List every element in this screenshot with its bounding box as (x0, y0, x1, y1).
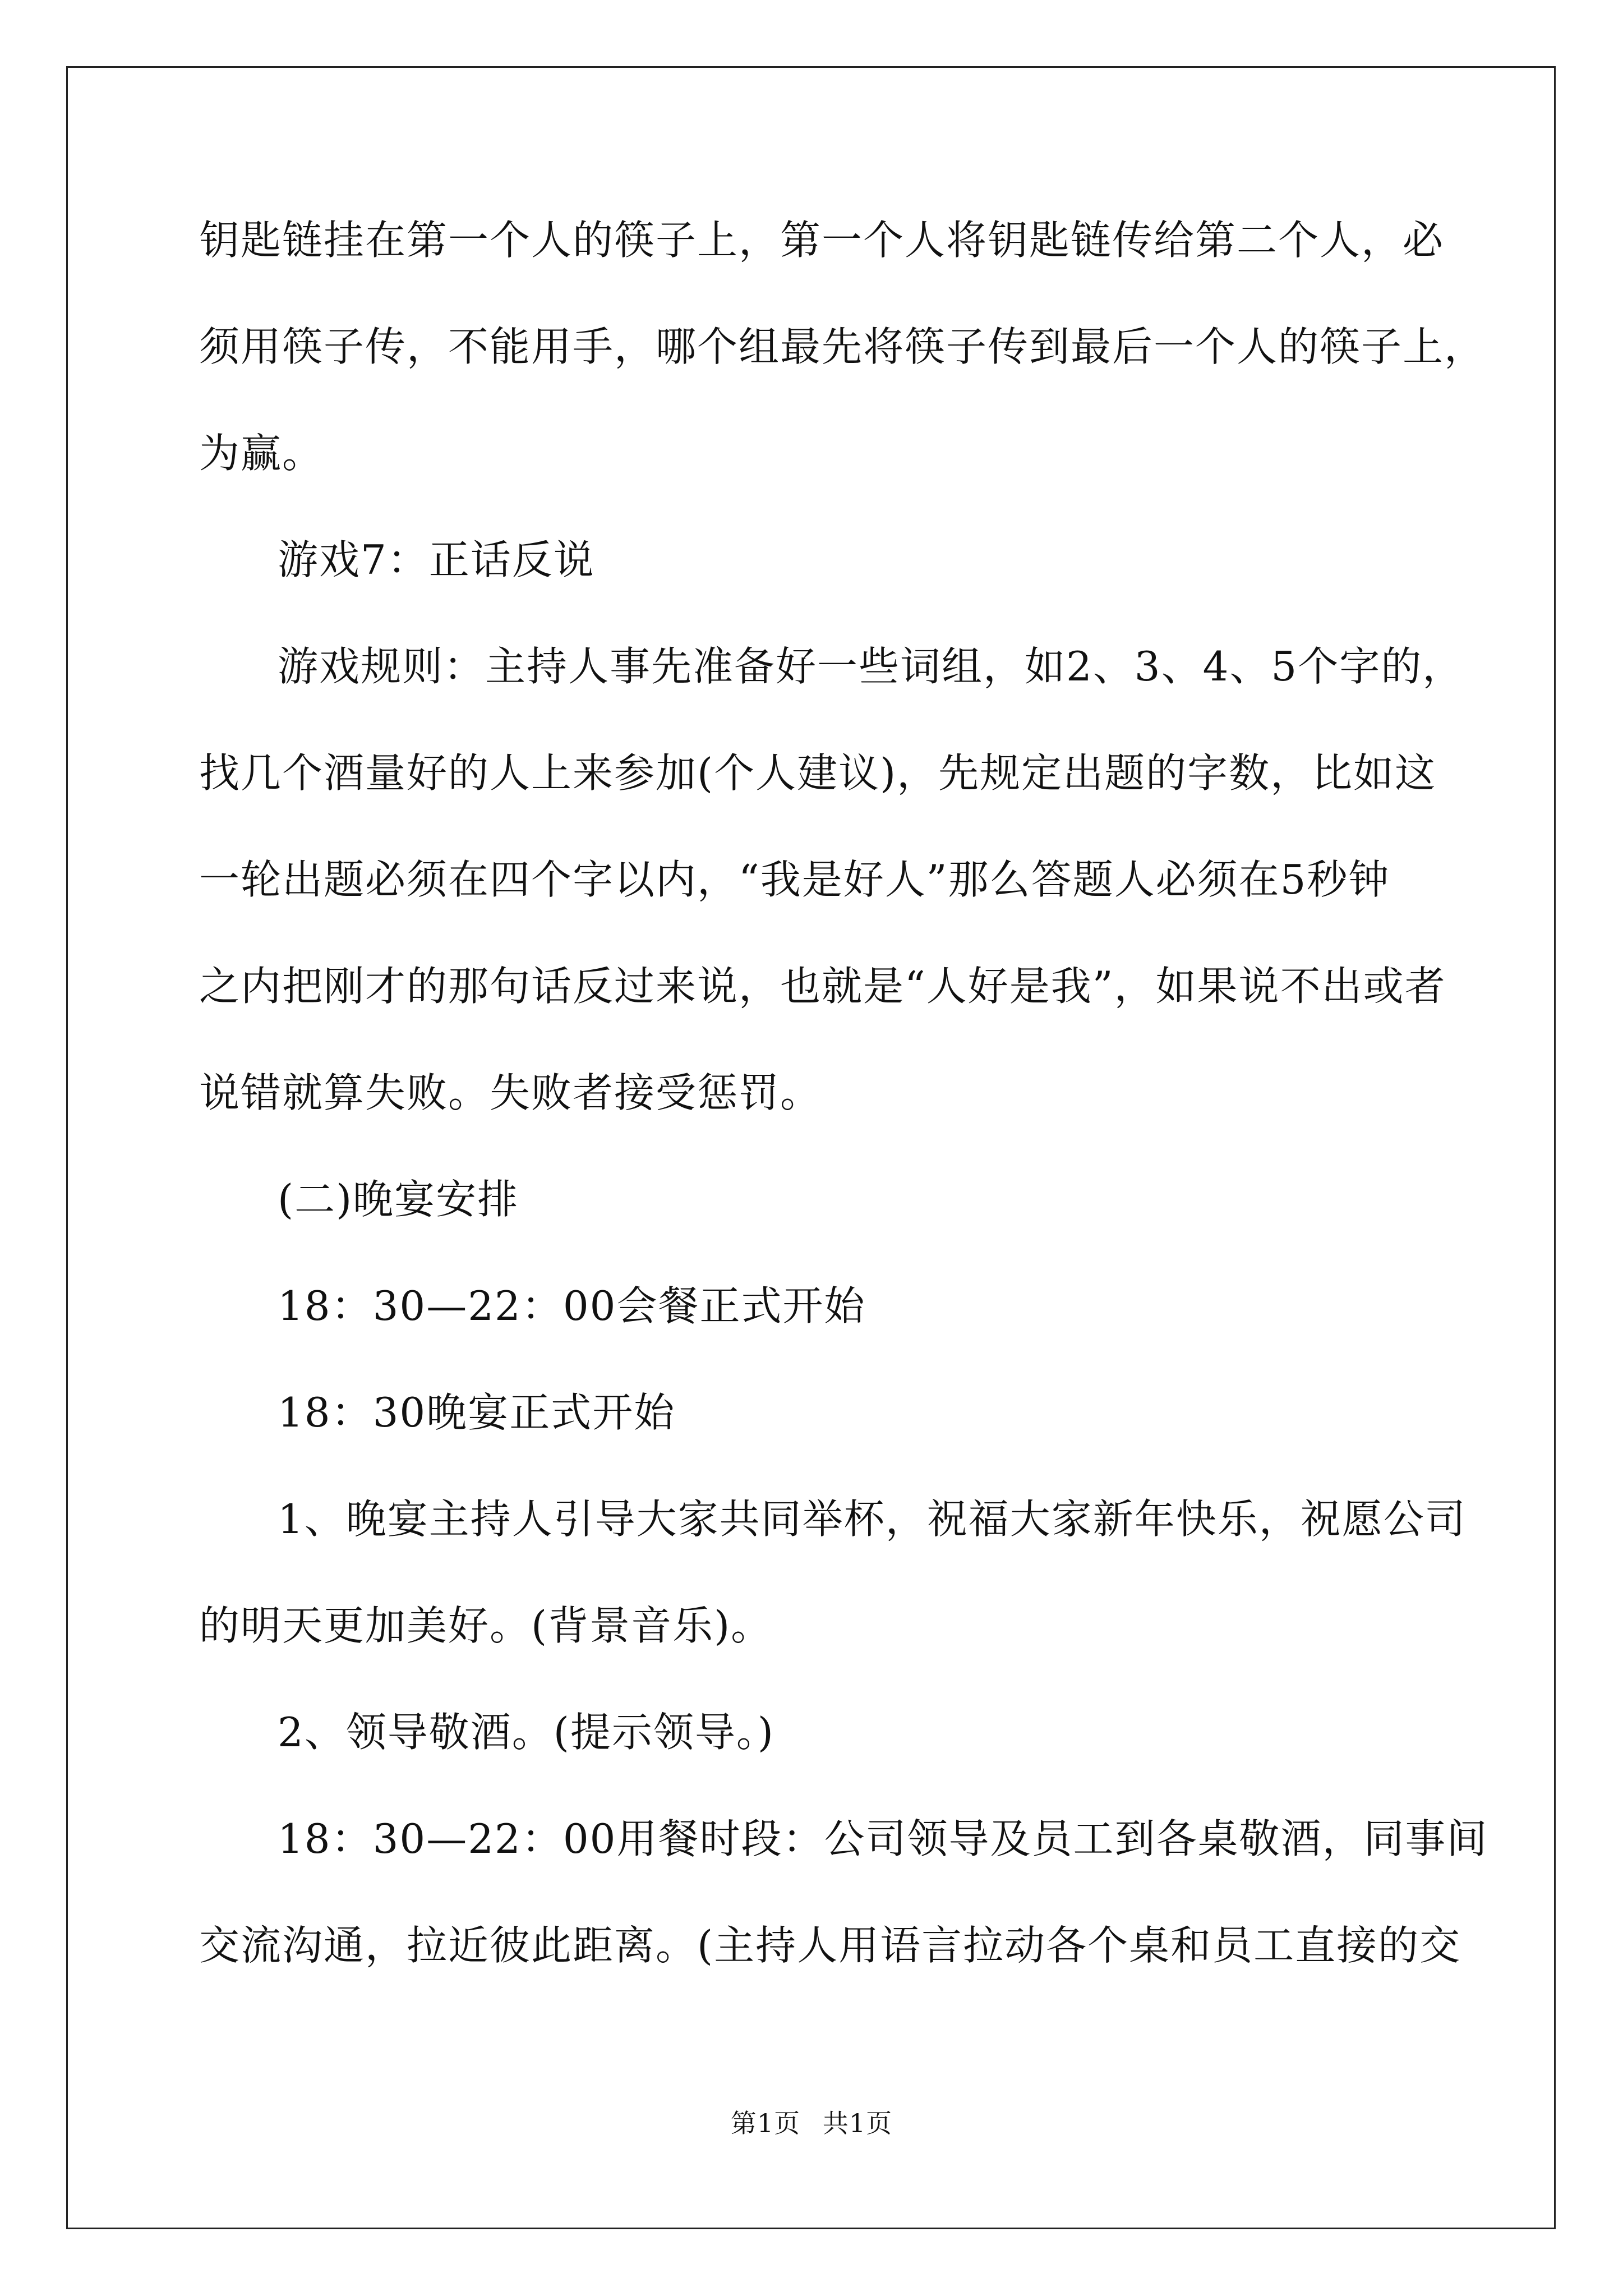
text-line: 一轮出题必须在四个字以内，“我是好人”那么答题人必须在5秒钟 (199, 856, 1390, 903)
text-line: 游戏规则：主持人事先准备好一些词组，如2、3、4、5个字的， (278, 643, 1464, 690)
page-border (66, 66, 1556, 2229)
page-footer (0, 2106, 1623, 2140)
schedule-line: 18：30晚宴正式开始 (278, 1389, 676, 1436)
section-heading: 游戏7：正话反说 (278, 536, 595, 583)
text-line: 说错就算失败。失败者接受惩罚。 (199, 1069, 822, 1116)
text-line: 2、领导敬酒。(提示领导。) (278, 1709, 774, 1756)
text-line: 钥匙链挂在第一个人的筷子上，第一个人将钥匙链传给第二个人，必 (199, 217, 1445, 264)
schedule-line: 18：30—22：00用餐时段：公司领导及员工到各桌敬酒，同事间 (278, 1815, 1488, 1862)
schedule-line: 18：30—22：00会餐正式开始 (278, 1282, 866, 1329)
section-heading: (二)晚宴安排 (278, 1176, 519, 1223)
text-line: 之内把刚才的那句话反过来说，也就是“人好是我”，如果说不出或者 (199, 963, 1446, 1010)
text-line: 找几个酒量好的人上来参加(个人建议)，先规定出题的字数，比如这 (199, 749, 1437, 797)
text-line: 交流沟通，拉近彼此距离。(主持人用语言拉动各个桌和员工直接的交 (199, 1922, 1461, 1969)
page-number: 第1页 (730, 2108, 801, 2138)
text-line: 的明天更加美好。(背景音乐)。 (199, 1602, 773, 1649)
text-line: 1、晚宴主持人引导大家共同举杯，祝福大家新年快乐，祝愿公司 (278, 1496, 1467, 1543)
page-total: 共1页 (822, 2108, 893, 2138)
text-line: 为赢。 (199, 430, 324, 477)
text-line: 须用筷子传，不能用手，哪个组最先将筷子传到最后一个人的筷子上， (199, 323, 1486, 370)
